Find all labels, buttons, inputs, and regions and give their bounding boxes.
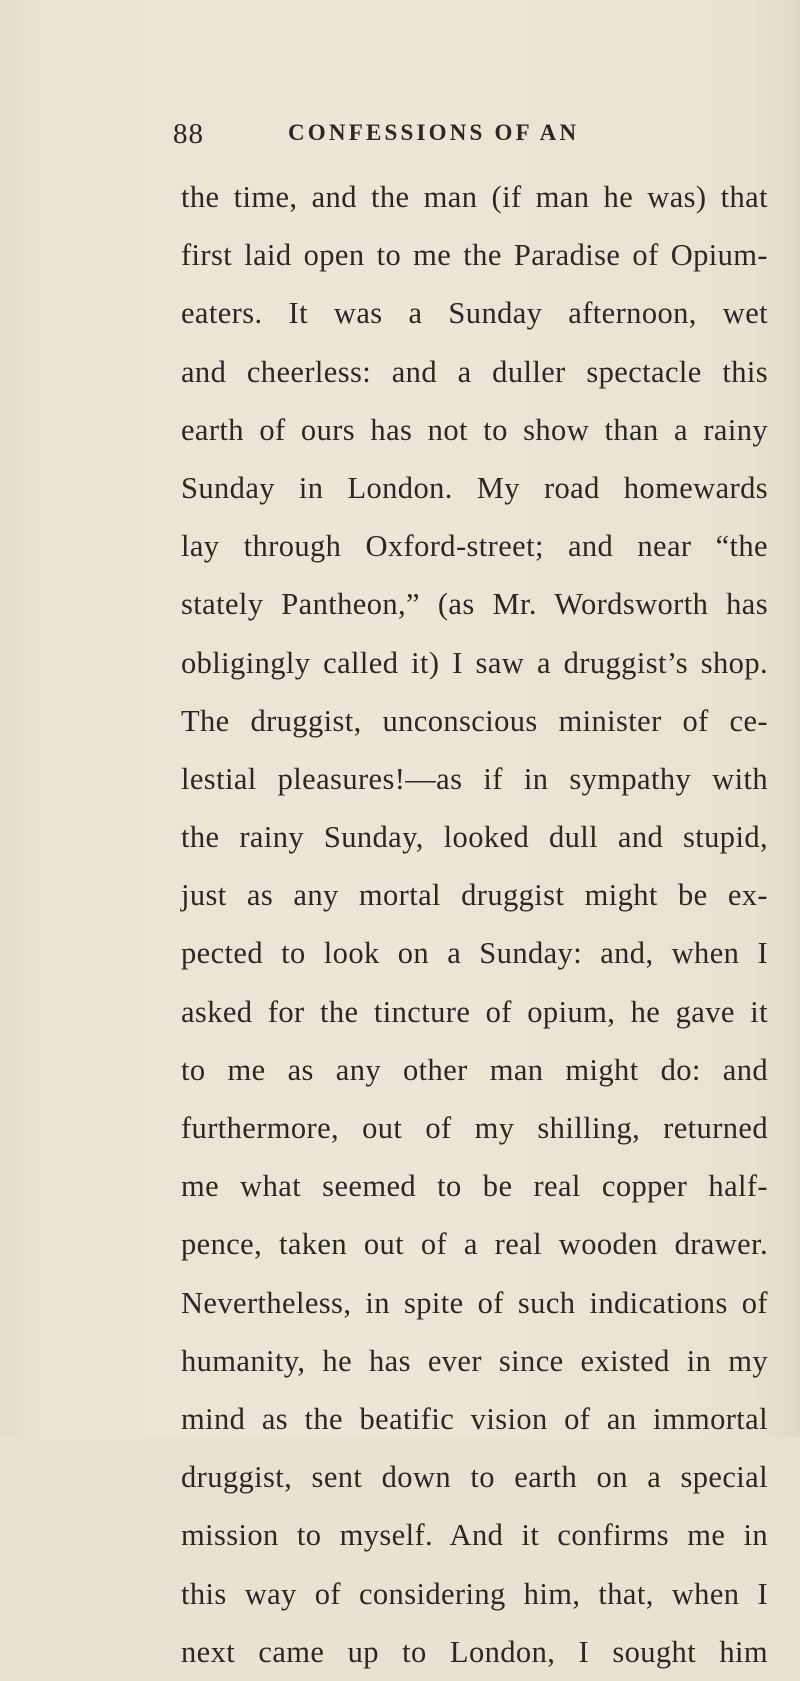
text-line: me what seemed to be real copper half- [181, 1169, 768, 1204]
body-text [181, 168, 768, 1681]
text-line: The druggist, unconscious minister of ce- [181, 703, 768, 738]
text-line: mind as the beatific vision of an immortal [181, 1401, 768, 1436]
text-line: just as any mortal druggist might be ex- [181, 878, 768, 913]
page-number: 88 [173, 118, 204, 150]
running-title: CONFESSIONS OF AN [288, 120, 580, 145]
text-line: stately Pantheon,” (as Mr. Wordsworth has [181, 587, 768, 622]
text-line: mission to myself. And it confirms me in [181, 1518, 768, 1553]
text-line: first laid open to me the Paradise of Opium- [181, 238, 768, 273]
text-line: and cheerless: and a duller spectacle this [181, 354, 768, 389]
text-line: lay through Oxford-street; and near “the [181, 529, 768, 564]
text-line: Nevertheless, in spite of such indications of [181, 1285, 768, 1320]
text-line: pected to look on a Sunday: and, when I [181, 936, 768, 971]
text-line: Sunday in London. My road homewards [181, 470, 768, 505]
text-line: next came up to London, I sought him [181, 1634, 768, 1669]
text-line: earth of ours has not to show than a rainy [181, 412, 768, 447]
text-line: obligingly called it) I saw a druggist’s shop. [181, 645, 768, 680]
text-line: druggist, sent down to earth on a special [181, 1460, 768, 1495]
text-line: the time, and the man (if man he was) that [181, 180, 768, 214]
text-line: pence, taken out of a real wooden drawer. [181, 1227, 768, 1262]
text-line: lestial pleasures!—as if in sympathy with [181, 761, 768, 796]
text-line: furthermore, out of my shilling, returned [181, 1111, 768, 1145]
text-line: asked for the tincture of opium, he gave it [181, 994, 768, 1029]
text-line: the rainy Sunday, looked dull and stupid, [181, 820, 768, 855]
text-line: to me as any other man might do: and [181, 1052, 768, 1087]
text-line: eaters. It was a Sunday afternoon, wet [181, 296, 768, 331]
text-line: this way of considering him, that, when I [181, 1576, 768, 1611]
text-line: humanity, he has ever since existed in my [181, 1343, 768, 1378]
running-head [173, 118, 773, 158]
